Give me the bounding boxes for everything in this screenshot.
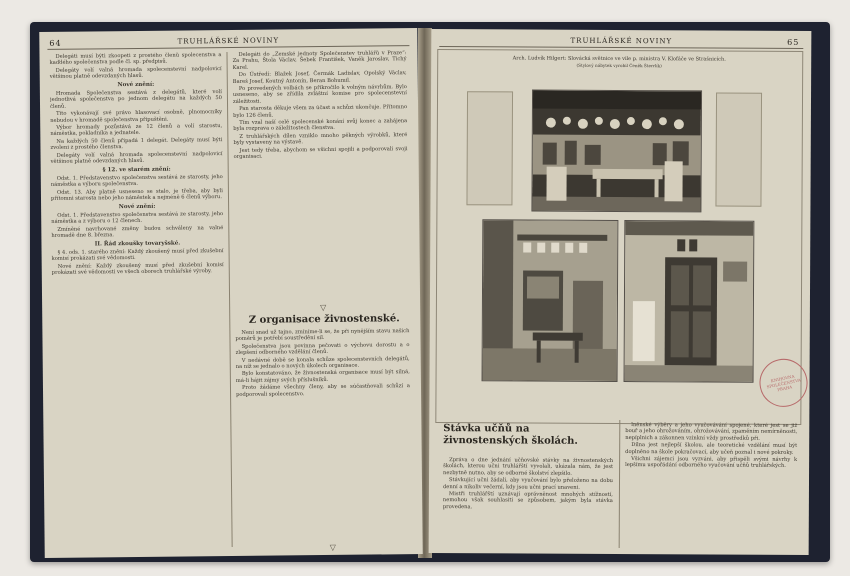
paragraph: Zpráva o dne jednání učňovské stávky na živnostenských školách, kterou učni truhlářští vyvolali, ukázala nám, že jest nezbytně nutno, aby se odborné školství zlepšilo. [443, 457, 614, 477]
paragraph: Jest tedy třeba, abychom se všichni spojili a podporovali svoji organisaci. [233, 145, 408, 161]
paragraph: Na každých 50 členů připadá 1 delegát. Delegáty musí býti zvoleni z prostého členstva. [50, 136, 223, 152]
paragraph: Všichni zájemci jsou vyzváni, aby přispěli svými návrhy k lepšímu uspořádání odborného vyučování učňů truhlářských. [625, 456, 798, 470]
paragraph: Mistři truhlářští uznávají oprávněnost mnohých stížností, nemohou však souhlasiti se způsobem, jakým byla stávka provedena. [442, 491, 613, 511]
paragraph: Proto žádáme všechny členy, aby se súčastňovali schůzí a podporovali spolecenstvo. [236, 383, 411, 398]
ornament-icon: ▽ [329, 542, 336, 552]
photo-folk-room [531, 90, 702, 213]
right-page [429, 29, 812, 555]
paragraph: Odst. 1. Představenstvo společenstva sestává ze starosty, jeho náměstka a z výboru o 12 členech. [51, 211, 224, 226]
page-number: 65 [787, 37, 800, 47]
section-heading: Z organisace živnostenské. [248, 313, 400, 326]
paragraph: Bylo konstatováno, že živnostenská organisace musí být silná, má-li hájit zájmy svých příslušníků. [235, 369, 410, 384]
decorative-panel [715, 93, 762, 207]
photo-kitchen-interior [482, 219, 619, 382]
paragraph: Po provedených volbách se přikročilo k volným návrhům. Bylo usneseno, aby se zřídila zvláštní komise pro spolecenstevní záležitosti. [232, 84, 407, 105]
paragraph: lněnské výběry a jeho vyučovávání spojené, které jest se již bouř a jeho ohrožováním, ohrožovávání, zpaměním nemírněnosti, nepíplnich a zákonnen vzinkní vždy prostředků při. [625, 422, 798, 442]
column-rule [226, 52, 232, 547]
paragraph: Delegáti do „Zemské jednoty Společenstev truhlářů v Praze“: Za Prahu, Štola Václav, Šebek František, Vaněk Jaroslav, Tichý Karel. [232, 50, 407, 71]
paragraph: Společenstva jsou povinna pečovati o výchovu dorostu a o zlepšení odborného vzdělání členů. [235, 341, 410, 357]
photo-kitchen-image [483, 220, 618, 381]
left-column-1 [49, 52, 226, 552]
paragraph: Delegáty volí valná hromada spolecenstevní nadpolovicí většinou platně odevzdaných hlasů. [49, 65, 222, 81]
paragraph: V nedávné době se konala schůze spolecenstevních delegátů, na níž se jednalo o nových úkolech organisace. [235, 355, 410, 370]
photo-caption-credit: (Stylový nábytek vyrobil Čeněk Šterrlík) [576, 62, 662, 69]
photo-caption-title: Arch. Ludvík Hilgert: Slovácká světnice ve vile p. ministra V. Klofáče ve Strašnicích. [512, 55, 726, 63]
page-number: 64 [49, 38, 62, 48]
stavka-column-2 [625, 422, 798, 551]
ornament-icon: ▽ [320, 303, 327, 313]
decorative-panel [466, 91, 513, 205]
paragraph: § 4. ods. 1. starého znění: Každý zkoušený musí před zkušební komisí prokázati své vědomosti. [51, 248, 224, 263]
subheading: Nové znění: [118, 203, 156, 210]
paragraph: Nové znění: Každý zkoušený musí před zkušební komisí prokázati své vědomosti ve všech oborech truhlářské výroby. [51, 261, 224, 277]
photo-caption-block [437, 29, 801, 91]
paragraph: Delegáty volí valná hromada spolecenstevní nadpolovicí většinou platně odevzdaných hlasů. [50, 150, 223, 165]
organisation-article [235, 328, 411, 540]
paragraph: Stávkující učni žádali, aby vyučování bylo přeloženo na dobu denní a nikoliv večerní, kdy jsou učni prací unaveni. [442, 477, 614, 491]
paragraph: Z truhlářských dílen vzniklo mnoho pěkných výrobků, které byly vystaveny na výstavě. [233, 132, 408, 147]
paragraph: Do Ústředí: Blažek Josef, Čermák Ladislav, Opolský Václav, Bareš Josef, Koutný Antonín, Beran Bohumil. [232, 70, 407, 85]
left-page [39, 28, 422, 558]
running-title: TRUHLÁŘSKÉ NOVINY [570, 36, 673, 46]
subheading: § 12. ve starém znění: [102, 166, 171, 173]
photo-doorway-image [625, 221, 754, 382]
left-page-header [39, 32, 417, 50]
paragraph: Dílna jest nejlepší školou, ale teoretické vzdělání musí být doplněno na škole pokračovací, aby učeň poznal i nové pokroky. [625, 442, 798, 456]
column-rule [619, 420, 621, 548]
stamp-text: KNIHOVNA SPOLEČENSTVA PRAHA [766, 373, 802, 392]
subheading: II. Řád zkoušky tovaryšské. [94, 240, 181, 247]
stavka-column-1 [443, 457, 613, 550]
paragraph: Odst. 1. Představenstvo společenstva sestává ze starosty, jeho náměstka a výboru společenstva. [50, 173, 223, 189]
paragraph: Delegáti musí býti zkoopeti z prostého členů spolecenstva a kaďdého společenstva podle čl. sp. předpisů. [49, 52, 222, 67]
paragraph: Výbor hromady pozůstává ze 12 členů a volí starostu, náměstka, pokladníka a jednatele. [50, 123, 223, 138]
photo-doorway-interior [624, 220, 755, 383]
paragraph: Tím vzal naší celé spolecenské konání svůj konec a zahájena byla rozprava o záležitostech členstva. [233, 118, 408, 133]
article-heading: Stávka učňů na živnostenských školách. [443, 423, 578, 447]
paragraph: Tito vykonávají své právo hlasovací osobně, plnomocníky nebudou v hromadě společenstva připuštěni. [50, 109, 223, 124]
photo-caption [437, 55, 801, 69]
left-column-2 [232, 50, 409, 302]
paragraph: Odst. 13. Aby platně usneseno se stalo, je třeba, aby byli přítomni starosta nebo jeho náměstek a nejméně 6 členů výboru. [50, 187, 223, 203]
subheading: Nové znění: [117, 81, 155, 88]
photo-folk-room-image [532, 91, 701, 212]
paragraph: Pan starosta děkuje všem za účast a schůzi ukončuje. Přítomno bylo 126 členů. [233, 104, 408, 119]
running-title: TRUHLÁŘSKÉ NOVINY [177, 36, 280, 46]
paragraph: Není snad už tajno, zmíníme-li se, že při nynějším stavu našich poměrů je potřebí soustředění sil. [235, 328, 410, 343]
paragraph: Hromada Společenstva sestává z delegátů, které volí jednotlivá společenstva po jednom delegátu na každých 50 členů. [49, 89, 222, 110]
paragraph: Zmíněné navrhované změny budou schváleny na valné hromadě dne 8. března. [51, 224, 224, 240]
